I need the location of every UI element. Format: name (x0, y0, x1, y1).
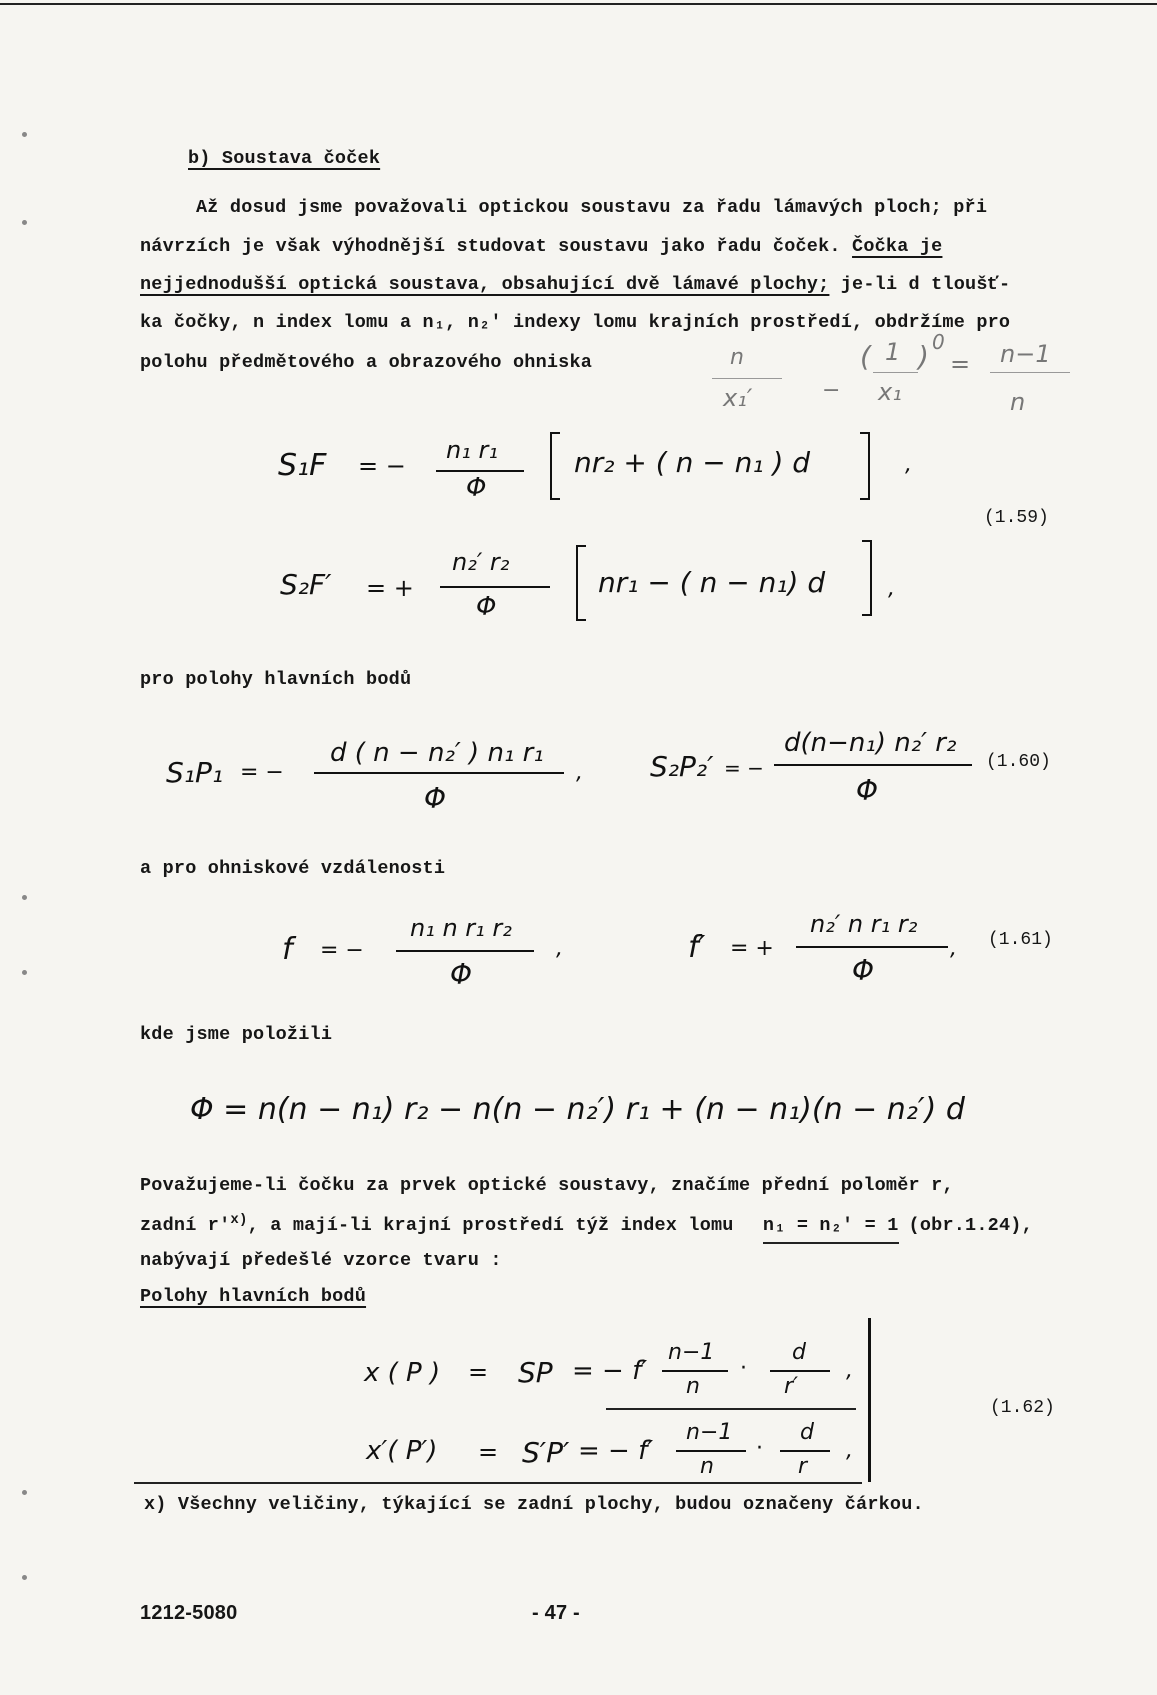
document-code: 1212-5080 (140, 1602, 238, 1624)
pencil-note-paren-open: ( (860, 340, 871, 373)
eq161-right-num: n₂′ n r₁ r₂ (810, 910, 918, 938)
margin-speck (22, 895, 27, 900)
eq159b-fraction-line (440, 586, 550, 588)
pencil-note-paren-num: 1 (885, 338, 901, 366)
eq162b-fraction-line-1 (676, 1450, 746, 1452)
text-focal-lengths: a pro ohniskové vzdálenosti (140, 858, 446, 879)
eq160-left-sign: = − (240, 760, 284, 785)
pencil-note-right-num: n−1 (1000, 340, 1051, 368)
eq159a-den: Φ (466, 473, 487, 503)
eq162a-num1: n−1 (668, 1340, 715, 1365)
eq159b-sign: = + (366, 574, 414, 602)
pencil-note-n: n (730, 345, 744, 370)
pencil-note-zero: 0 (932, 330, 945, 354)
intro-line-2: návrzích je však výhodnější studovat soustavu jako řadu čoček. Čočka je (140, 236, 943, 257)
phi-definition: Φ = n(n − n₁) r₂ − n(n − n₂′) r₁ + (n − n₁)(n − n₂′) d (190, 1092, 965, 1127)
text-where: kde jsme položili (140, 1024, 333, 1045)
eq-number-1-61: (1.61) (988, 930, 1053, 950)
margin-speck (22, 1490, 27, 1495)
eq162b-dot: · (756, 1436, 763, 1461)
eq159b-body: nr₁ − ( n − n₁) d (598, 566, 826, 599)
eq161-right-fraction-line (796, 946, 948, 948)
eq162b-num2: d (800, 1420, 814, 1445)
eq-number-1-59: (1.59) (984, 508, 1049, 528)
eq161-left-end: , (556, 936, 563, 961)
margin-speck (22, 1575, 27, 1580)
para2-line-2: zadní $r'^{x)}$, a mají-li krajní prostředí týž index lomu n₁ = n₂′ = 1 (obr.1.24), (140, 1212, 1033, 1244)
eq162b-den2: r (798, 1454, 808, 1479)
eq159a-fraction-line (436, 470, 524, 472)
eq160-right-num: d(n−n₁) n₂′ r₂ (784, 728, 957, 758)
page-number: - 47 - (532, 1602, 580, 1624)
margin-speck (22, 220, 27, 225)
pencil-right-line (990, 372, 1070, 373)
eq162-right-bar (868, 1318, 871, 1482)
eq162b-eq: = (478, 1438, 499, 1466)
pencil-note-dash: − (822, 378, 841, 403)
eq162a-num2: d (792, 1340, 806, 1365)
para2-line-1: Považujeme-li čočku za prvek optické soustavy, značíme přední poloměr r, (140, 1175, 954, 1196)
eq159a-sign: = − (358, 452, 406, 480)
eq159a-bracket-close (860, 432, 870, 500)
eq162b-sign: = − f′ (578, 1436, 654, 1466)
eq159b-lhs: S₂F′ (280, 568, 332, 601)
section-heading: b) Soustava čoček (188, 148, 381, 169)
eq162b-fraction-line-2 (780, 1450, 830, 1452)
eq162a-eq: = (468, 1358, 489, 1386)
eq162b-den1: n (700, 1454, 714, 1479)
footnote: x) Všechny veličiny, týkající se zadní plochy, budou označeny čárkou. (144, 1494, 924, 1515)
eq162b-lhs: x′( P′) (366, 1436, 438, 1466)
eq161-left-fraction-line (396, 950, 534, 952)
pencil-note-right-den: n (1010, 388, 1026, 416)
footnote-separator (134, 1482, 862, 1484)
eq162a-den2: r′ (784, 1374, 799, 1399)
text-principal-points: pro polohy hlavních bodů (140, 669, 412, 690)
eq162a-sign: = − f′ (572, 1356, 648, 1386)
eq161-right-sign: = + (730, 936, 774, 961)
intro-line-1: Až dosud jsme považovali optickou soustavu za řadu lámavých ploch; při (196, 197, 988, 218)
eq-number-1-60: (1.60) (986, 752, 1051, 772)
eq159a-lhs: S₁F (278, 448, 327, 483)
eq161-right-den: Φ (852, 954, 875, 987)
intro-line-3: nejjednodušší optická soustava, obsahující dvě lámavé plochy; je-li d tloušť- (140, 274, 1011, 295)
eq162a-dot: · (740, 1356, 747, 1381)
eq159a-num: n₁ r₁ (446, 436, 498, 464)
eq161-left-num: n₁ n r₁ r₂ (410, 914, 512, 942)
eq160-left-fraction-line (314, 772, 564, 774)
eq159b-end: , (888, 576, 895, 601)
eq160-right-den: Φ (856, 774, 879, 807)
eq162b-mid: S′P′ (522, 1436, 570, 1469)
pencil-fraction-line (712, 378, 782, 379)
eq159a-body: nr₂ + ( n − n₁ ) d (574, 446, 811, 479)
top-edge-line (0, 3, 1157, 5)
eq160-left-lhs: S₁P₁ (166, 756, 224, 789)
eq-number-1-62: (1.62) (990, 1398, 1055, 1418)
eq159a-bracket-open (550, 432, 560, 500)
eq160-left-num: d ( n − n₂′ ) n₁ r₁ (330, 738, 544, 768)
eq162a-fraction-line-2 (770, 1370, 830, 1372)
eq161-left-lhs: f (282, 932, 293, 967)
pencil-note-paren-den: x₁ (878, 378, 902, 406)
eq160-left-den: Φ (424, 782, 447, 815)
eq161-left-den: Φ (450, 958, 473, 991)
eq162a-end: , (846, 1358, 853, 1383)
intro-line-4: ka čočky, n index lomu a n₁, n₂′ indexy lomu krajních prostředí, obdržíme pro (140, 312, 1011, 333)
eq160-right-lhs: S₂P₂′ (650, 750, 714, 783)
eq162a-lhs: x ( P ) (364, 1358, 441, 1388)
margin-speck (22, 132, 27, 137)
pencil-note-equals: = (950, 350, 971, 378)
eq159b-bracket-open (576, 545, 586, 621)
eq161-right-end: , (950, 936, 957, 961)
eq160-right-sign: = − (724, 756, 764, 780)
pencil-paren-line (873, 372, 918, 373)
pencil-note-paren-close: ) (918, 340, 929, 373)
pencil-note-x1: x₁′ (723, 384, 753, 412)
para2-line-4: Polohy hlavních bodů (140, 1286, 367, 1307)
eq159b-den: Φ (476, 592, 497, 622)
intro-line-5: polohu předmětového a obrazového ohniska (140, 352, 593, 373)
eq159b-bracket-close (862, 540, 872, 616)
para2-line-3: nabývají předešlé vzorce tvaru : (140, 1250, 502, 1271)
eq162b-end: , (846, 1438, 853, 1463)
eq159b-num: n₂′ r₂ (452, 548, 510, 576)
eq159a-end: , (905, 452, 912, 477)
eq162a-fraction-line-1 (662, 1370, 728, 1372)
eq162a-underline (606, 1408, 856, 1410)
eq161-left-sign: = − (320, 938, 364, 963)
eq162b-num1: n−1 (686, 1420, 733, 1445)
eq161-right-lhs: f′ (688, 930, 706, 965)
eq162a-den1: n (686, 1374, 700, 1399)
margin-speck (22, 970, 27, 975)
eq162a-mid: SP (518, 1356, 553, 1389)
eq160-left-end: , (576, 760, 583, 785)
eq160-right-fraction-line (774, 764, 972, 766)
